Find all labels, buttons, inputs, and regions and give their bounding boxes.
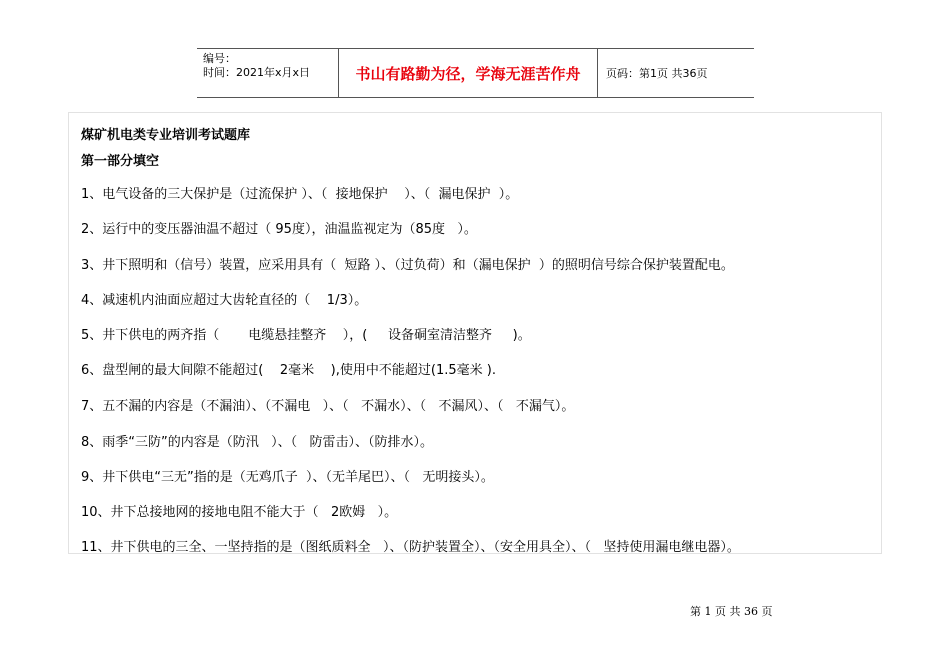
time-label: 时间：2021年x月x日 (203, 66, 311, 79)
document-body (68, 112, 882, 554)
question-3: 3、井下照明和（信号）装置，应采用具有（ 短路 ）、（过负荷）和（漏电保护 ）的照明信号综合保护装置配电。 (81, 258, 734, 273)
question-8: 8、雨季“三防”的内容是（防汛 ）、（ 防雷击）、（防排水）。 (81, 435, 434, 450)
slogan: 书山有路勤为径，学海无涯苦作舟 (338, 49, 598, 97)
question-1: 1、电气设备的三大保护是（过流保护 ）、（ 接地保护 ）、（ 漏电保护 ）。 (81, 187, 519, 202)
question-2: 2、运行中的变压器油温不超过（ 95度），油温监视定为（85度 ）。 (81, 222, 477, 237)
question-10: 10、井下总接地网的接地电阻不能大于（ 2欧姆 ）。 (81, 505, 398, 520)
document-title: 煤矿机电类专业培训考试题库 (81, 128, 251, 143)
question-11: 11、井下供电的三全、一坚持指的是（图纸质料全 ）、（防护装置全）、（安全用具全）、（ 坚持使用漏电继电器）。 (81, 540, 740, 555)
page-code: 页码：第1页 共36页 (606, 67, 708, 80)
section-title: 第一部分填空 (81, 154, 160, 169)
question-4: 4、减速机内油面应超过大齿轮直径的（ 1/3）。 (81, 293, 368, 308)
header-left-cell (197, 49, 338, 97)
page-header (197, 48, 754, 98)
question-5: 5、井下供电的两齐指（ 电缆悬挂整齐 ），( 设备硐室清洁整齐 )。 (81, 328, 531, 343)
question-7: 7、五不漏的内容是（不漏油）、（不漏电 ）、（ 不漏水）、（ 不漏风）、（ 不漏气）。 (81, 399, 575, 414)
page-footer: 第 1 页 共 36 页 (690, 605, 773, 618)
question-9: 9、井下供电“三无”指的是（无鸡爪子 ）、（无羊尾巴）、（ 无明接头）。 (81, 470, 494, 485)
code-label: 编号： (203, 52, 236, 65)
question-6: 6、盘型闸的最大间隙不能超过( 2毫米 ),使用中不能超过(1.5毫米 ). (81, 363, 496, 378)
